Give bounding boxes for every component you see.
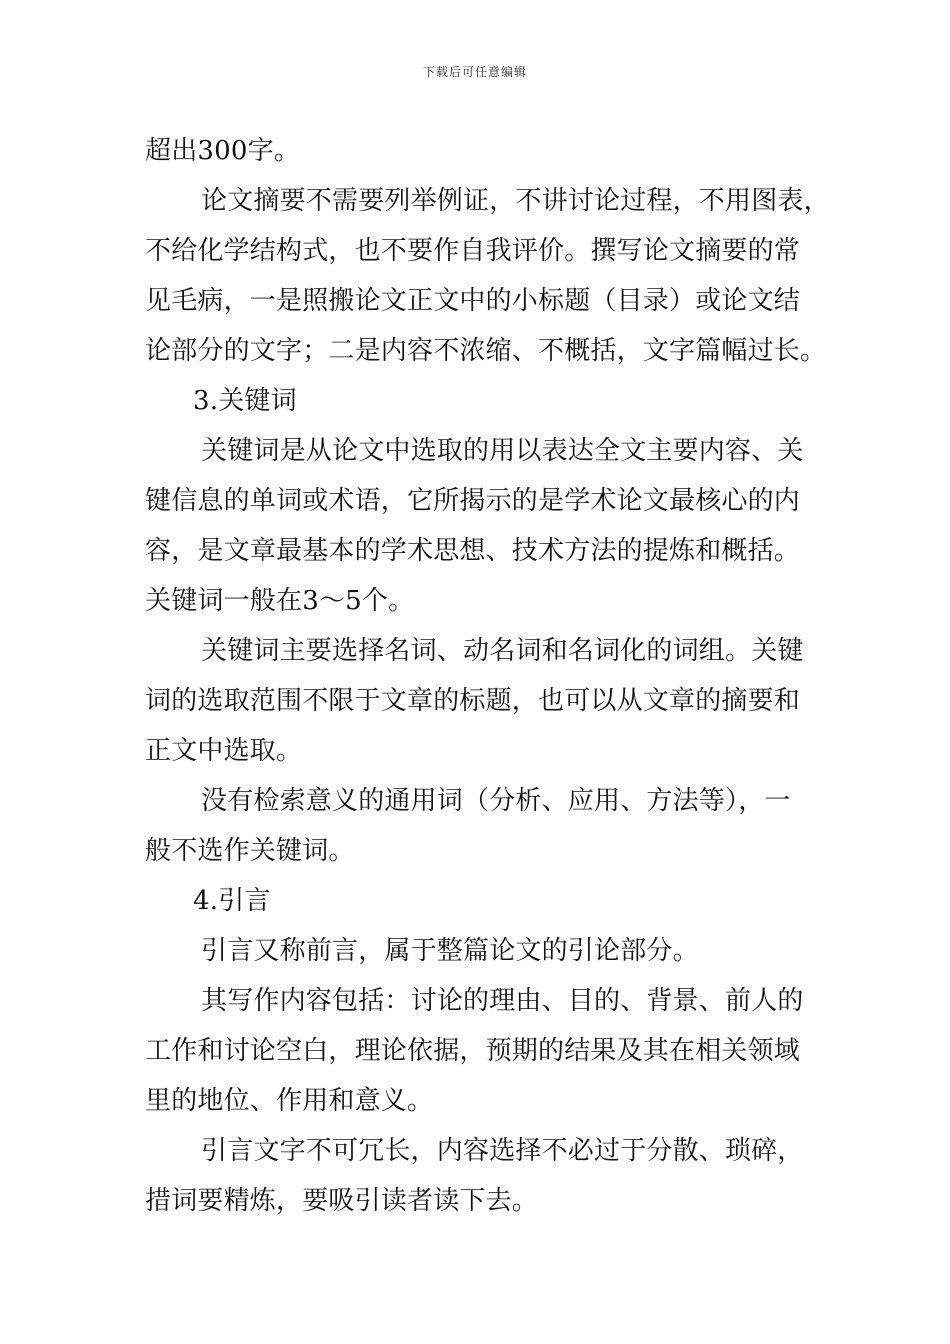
text-line: 引言又称前言，属于整篇论文的引论部分。 bbox=[201, 936, 699, 966]
text-line: 正文中选取。 bbox=[145, 736, 303, 766]
text-line: 超出300字。 bbox=[145, 136, 301, 166]
text-line: 论文摘要不需要列举例证，不讲讨论过程，不用图表， bbox=[201, 186, 830, 216]
text-line: 其写作内容包括：讨论的理由、目的、背景、前人的 bbox=[201, 986, 804, 1016]
document-body bbox=[145, 126, 830, 1226]
text-line: 词的选取范围不限于文章的标题，也可以从文章的摘要和 bbox=[145, 686, 801, 716]
text-line: 容，是文章最基本的学术思想、技术方法的提炼和概括。 bbox=[145, 536, 801, 566]
text-line: 关键词是从论文中选取的用以表达全文主要内容、关 bbox=[201, 436, 804, 466]
text-line: 关键词主要选择名词、动名词和名词化的词组。关键 bbox=[201, 636, 804, 666]
text-line: 不给化学结构式，也不要作自我评价。撰写论文摘要的常 bbox=[145, 236, 801, 266]
page-header: 下载后可任意编辑 bbox=[422, 65, 527, 79]
section-heading: 4.引言 bbox=[193, 886, 271, 916]
section-heading: 3.关键词 bbox=[193, 386, 297, 416]
text-line: 措词要精炼，要吸引读者读下去。 bbox=[145, 1186, 539, 1216]
text-line: 没有检索意义的通用词（分析、应用、方法等），一 bbox=[201, 786, 791, 816]
text-line: 引言文字不可冗长，内容选择不必过于分散、琐碎， bbox=[201, 1136, 804, 1166]
text-line: 工作和讨论空白，理论依据，预期的结果及其在相关领域 bbox=[145, 1036, 801, 1066]
text-line: 里的地位、作用和意义。 bbox=[145, 1086, 434, 1116]
text-line: 论部分的文字；二是内容不浓缩、不概括，文字篇幅过长。 bbox=[145, 336, 827, 366]
text-line: 见毛病，一是照搬论文正文中的小标题（目录）或论文结 bbox=[145, 286, 801, 316]
text-line: 键信息的单词或术语，它所揭示的是学术论文最核心的内 bbox=[145, 486, 801, 516]
text-line: 关键词一般在3～5个。 bbox=[145, 586, 415, 616]
text-line: 般不选作关键词。 bbox=[145, 836, 355, 866]
